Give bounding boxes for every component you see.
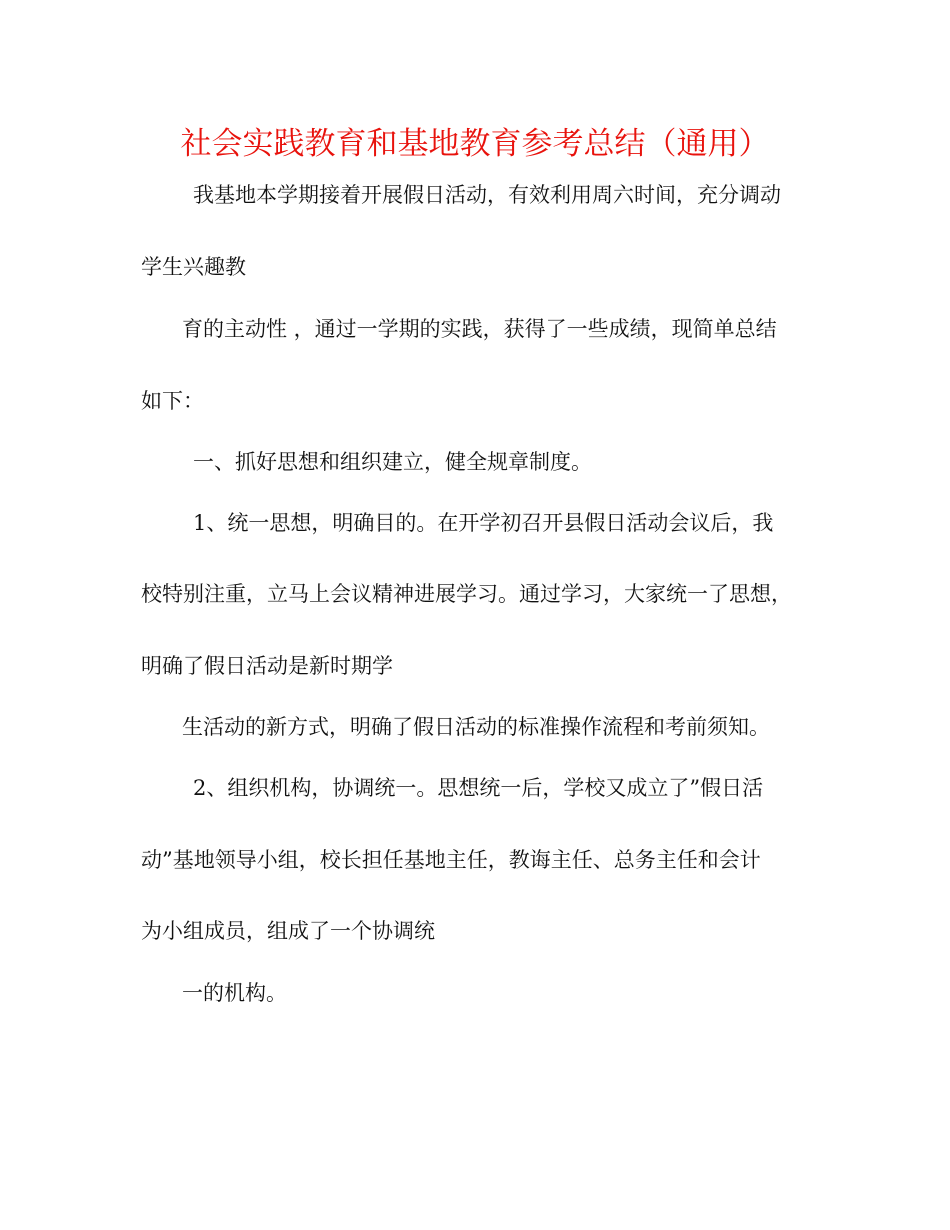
body-line-1: 我基地本学期接着开展假日活动，有效利用周六时间，充分调动 (193, 183, 781, 207)
body-line-10: 2、组织机构，协调统一。思想统一后，学校又成立了”假日活 (193, 776, 764, 800)
body-line-3: 育的主动性 ，通过一学期的实践，获得了一些成绩，现简单总结 (182, 317, 777, 341)
body-line-4: 如下： (141, 389, 204, 413)
body-line-2: 学生兴趣教 (141, 255, 246, 279)
document-title: 社会实践教育和基地教育参考总结（通用） (180, 126, 770, 162)
body-line-11: 动”基地领导小组，校长担任基地主任，教诲主任、总务主任和会计 (141, 848, 761, 872)
body-line-6: 1、统一思想，明确目的。在开学初召开县假日活动会议后，我 (193, 511, 774, 535)
body-line-13: 一的机构。 (182, 981, 287, 1005)
body-line-12: 为小组成员，组成了一个协调统 (141, 919, 435, 943)
body-line-5: 一、抓好思想和组织建立，健全规章制度。 (193, 450, 592, 474)
body-line-9: 生活动的新方式，明确了假日活动的标准操作流程和考前须知。 (182, 715, 770, 739)
body-line-7: 校特别注重，立马上会议精神进展学习。通过学习，大家统一了思想， (141, 582, 792, 606)
body-line-8: 明确了假日活动是新时期学 (141, 654, 393, 678)
